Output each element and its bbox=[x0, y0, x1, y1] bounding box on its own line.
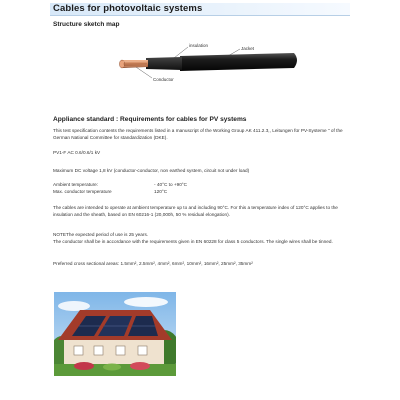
page-title: Cables for photovoltaic systems bbox=[53, 3, 203, 14]
designation-text: PV1-F AC 0.6/0.6/1 kV bbox=[53, 150, 101, 155]
house-solar-photo bbox=[54, 292, 176, 376]
max-voltage-text: Maximum DC voltage 1,8 kV (conductor-conductor, non earthed system, circuit not under load) bbox=[53, 168, 250, 173]
ambient-value: - 40°C to +90°C bbox=[154, 182, 188, 187]
cable-insulation bbox=[146, 57, 182, 70]
ambient-label: Ambient temperature: bbox=[53, 182, 99, 187]
jacket-label: Jacket bbox=[241, 46, 255, 51]
conductor-temp-label: Max. conductor temperature bbox=[53, 188, 112, 194]
note-life-text: NOTEThe expected period of use is 25 years. bbox=[53, 232, 149, 237]
conductor-temp-value: 120°C bbox=[154, 188, 168, 194]
temperature-paragraph: The cables are intended to operate at ambient temperature up to and including 90°C. For this a temperature index of 120°C applies to the insulation and the sheath, based on EN 60216-1 (20,000h, 50 % residual elongation). bbox=[53, 205, 338, 217]
structure-heading: Structure sketch map bbox=[53, 21, 120, 28]
ambient-row bbox=[53, 182, 187, 189]
note-conductor-text: The conductor shall be in accordance with the requirements given in EN 60228 for class 5 conductors. The single wires shall be tinned. bbox=[53, 239, 333, 244]
cable-sketch bbox=[118, 40, 300, 86]
cross-sections-text: Preferred cross sectional areas: 1.5mm², 2.5mm², 4mm², 6mm², 10mm², 16mm², 25mm², 35mm² bbox=[53, 261, 253, 266]
insulation-label: insulation bbox=[189, 43, 209, 48]
spec-intro-text: This test specification contents the requirements listed in a manuscript of the Working Group AK 411.2.3,, Leitungen für PV-Systeme " of the German National Committee for standardization (DKE). bbox=[53, 128, 343, 140]
temperature-table bbox=[53, 182, 187, 195]
cable-jacket bbox=[180, 53, 297, 71]
conductor-label: Conductor bbox=[153, 77, 174, 82]
standard-title: Appliance standard : Requirements for cables for PV systems bbox=[53, 116, 247, 123]
conductor-temp-row bbox=[53, 189, 187, 196]
